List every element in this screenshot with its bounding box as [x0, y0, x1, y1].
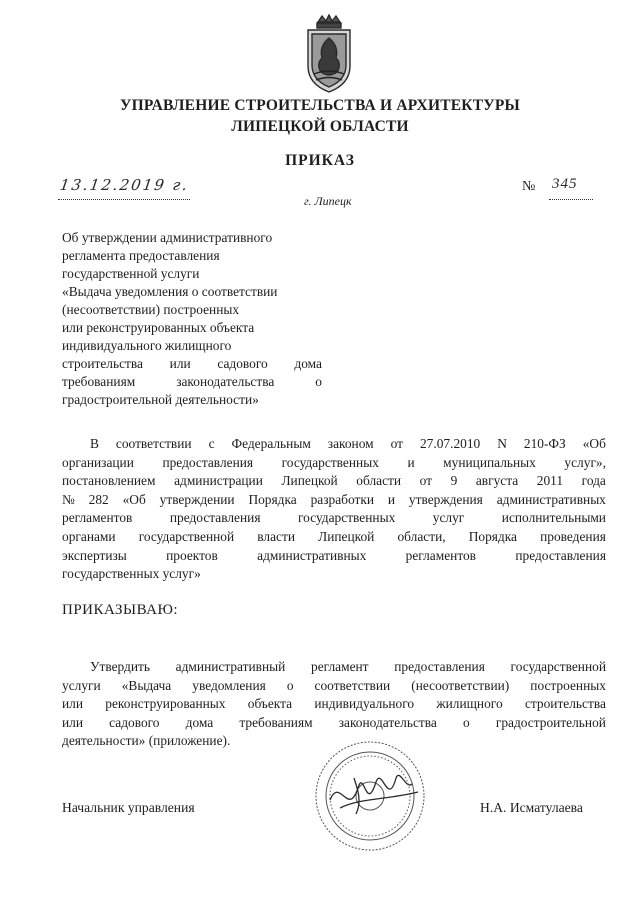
word: градостроительной: [495, 714, 606, 730]
paragraph-line: [62, 695, 606, 714]
word: или: [62, 696, 84, 712]
word: о: [462, 714, 470, 730]
city-label: г. Липецк: [304, 194, 352, 208]
word: регламентов: [62, 510, 133, 526]
word: требованиям: [239, 714, 313, 730]
word: государственной: [510, 659, 606, 674]
word: проведения: [540, 528, 606, 544]
word: или: [169, 356, 191, 371]
word: или: [62, 714, 84, 730]
word: (несоответствии): [411, 677, 510, 693]
doc-type-title: ПРИКАЗ: [285, 152, 355, 169]
word: Липецкой: [318, 528, 375, 544]
subject-line: [62, 355, 322, 373]
word: области: [356, 473, 402, 489]
word: 27.07.2010: [419, 436, 481, 451]
word: и: [407, 454, 415, 470]
order-directive-word: ПРИКАЗЫВАЮ:: [62, 602, 179, 618]
word: 210-ФЗ: [523, 436, 566, 451]
word: реконструированных: [105, 696, 226, 712]
word: государственных: [281, 454, 379, 470]
word: законом: [327, 436, 374, 451]
word: садового: [217, 356, 268, 371]
paragraph-line: деятельности» (приложение).: [62, 733, 231, 749]
paragraph-line: [62, 677, 606, 696]
signatory-position: Начальник управления: [62, 800, 195, 815]
word: 282: [88, 491, 109, 507]
word: Порядка: [248, 491, 297, 507]
word: законодательства: [176, 374, 275, 389]
paragraph-line: государственных услуг»: [62, 566, 201, 582]
word: N: [497, 436, 507, 451]
subject-block: [62, 229, 322, 409]
subject-line: или реконструированных объекта: [62, 320, 255, 335]
subject-line: государственной услуги: [62, 266, 200, 281]
word: о: [286, 677, 294, 693]
subject-line: [62, 373, 322, 391]
number-sign: №: [522, 179, 536, 194]
paragraph-line: [62, 547, 606, 566]
word: Утвердить: [90, 659, 150, 674]
word: о: [315, 374, 322, 389]
word: построенных: [530, 677, 606, 693]
word: предоставления: [162, 454, 254, 470]
paragraph-line: [62, 658, 606, 677]
word: разработки: [310, 491, 375, 507]
word: соответствии: [314, 677, 391, 693]
word: 2011: [536, 473, 564, 489]
word: регламент: [311, 659, 369, 674]
word: индивидуального: [314, 696, 415, 712]
word: дома: [294, 356, 322, 371]
word: Порядка: [468, 528, 517, 544]
word: Липецкой: [281, 473, 338, 489]
word: с: [208, 436, 215, 451]
word: государственной: [138, 528, 235, 544]
word: В: [90, 436, 99, 451]
word: дома: [185, 714, 214, 730]
org-title-line1: УПРАВЛЕНИЕ СТРОИТЕЛЬСТВА И АРХИТЕКТУРЫ: [120, 97, 520, 114]
word: августа: [475, 473, 519, 489]
org-title-line2: ЛИПЕЦКОЙ ОБЛАСТИ: [231, 118, 409, 135]
paragraph-line: [62, 491, 606, 510]
word: строительства: [524, 696, 606, 712]
word: услуги: [62, 677, 101, 693]
subject-line: «Выдача уведомления о соответствии: [62, 284, 278, 299]
word: предоставления: [169, 510, 261, 526]
paragraph-line: [62, 509, 606, 528]
word: государственных: [298, 510, 396, 526]
word: предоставления: [394, 659, 485, 674]
round-seal-stamp-icon: [300, 738, 450, 856]
word: проектов: [166, 547, 218, 563]
word: соответствии: [115, 436, 192, 451]
paragraph-line: [62, 714, 606, 733]
word: от: [390, 436, 403, 451]
word: №: [62, 491, 75, 507]
word: и: [387, 491, 396, 507]
word: административных: [257, 547, 367, 563]
subject-line: градостроительной деятельности»: [62, 392, 259, 407]
word: муниципальных: [443, 454, 536, 470]
order-date: 13.12.2019 г.: [58, 176, 191, 194]
word: от: [419, 473, 432, 489]
word: строительства: [62, 356, 143, 371]
word: власти: [257, 528, 295, 544]
word: «Об: [122, 491, 146, 507]
paragraph-line: [62, 435, 606, 454]
word: области,: [397, 528, 446, 544]
subject-line: Об утверждении административного: [62, 230, 273, 245]
word: законодательства: [338, 714, 437, 730]
word: садового: [109, 714, 160, 730]
subject-line: регламента предоставления: [62, 248, 220, 263]
word: предоставления: [515, 547, 606, 563]
word: «Об: [582, 436, 606, 451]
subject-line: индивидуального жилищного: [62, 338, 232, 353]
paragraph-line: [62, 528, 606, 547]
word: административный: [175, 659, 286, 674]
word: утверждения: [408, 491, 483, 507]
word: администрации: [174, 473, 263, 489]
order-number: 345: [552, 176, 578, 192]
word: услуг: [432, 510, 465, 526]
word: объекта: [247, 696, 293, 712]
paragraph-line: [62, 472, 606, 491]
word: регламентов: [405, 547, 477, 563]
word: года: [581, 473, 606, 489]
word: услуг»,: [564, 454, 606, 470]
signatory-name: Н.А. Исматулаева: [480, 800, 583, 815]
word: экспертизы: [62, 547, 127, 563]
word: требованиям: [62, 374, 136, 389]
word: административных: [496, 491, 606, 507]
word: постановлением: [62, 473, 156, 489]
word: 9: [450, 473, 458, 489]
paragraph-line: [62, 454, 606, 473]
subject-line: (несоответствии) построенных: [62, 302, 240, 317]
word: Федеральным: [231, 436, 311, 451]
word: «Выдача: [121, 677, 172, 693]
lipetsk-coat-of-arms-icon: [300, 14, 358, 94]
preamble-paragraph: [62, 435, 606, 584]
word: утверждении: [159, 491, 235, 507]
word: органами: [62, 528, 116, 544]
word: исполнительными: [501, 510, 606, 526]
word: жилищного: [436, 696, 503, 712]
word: уведомления: [192, 677, 266, 693]
word: организации: [62, 454, 134, 470]
